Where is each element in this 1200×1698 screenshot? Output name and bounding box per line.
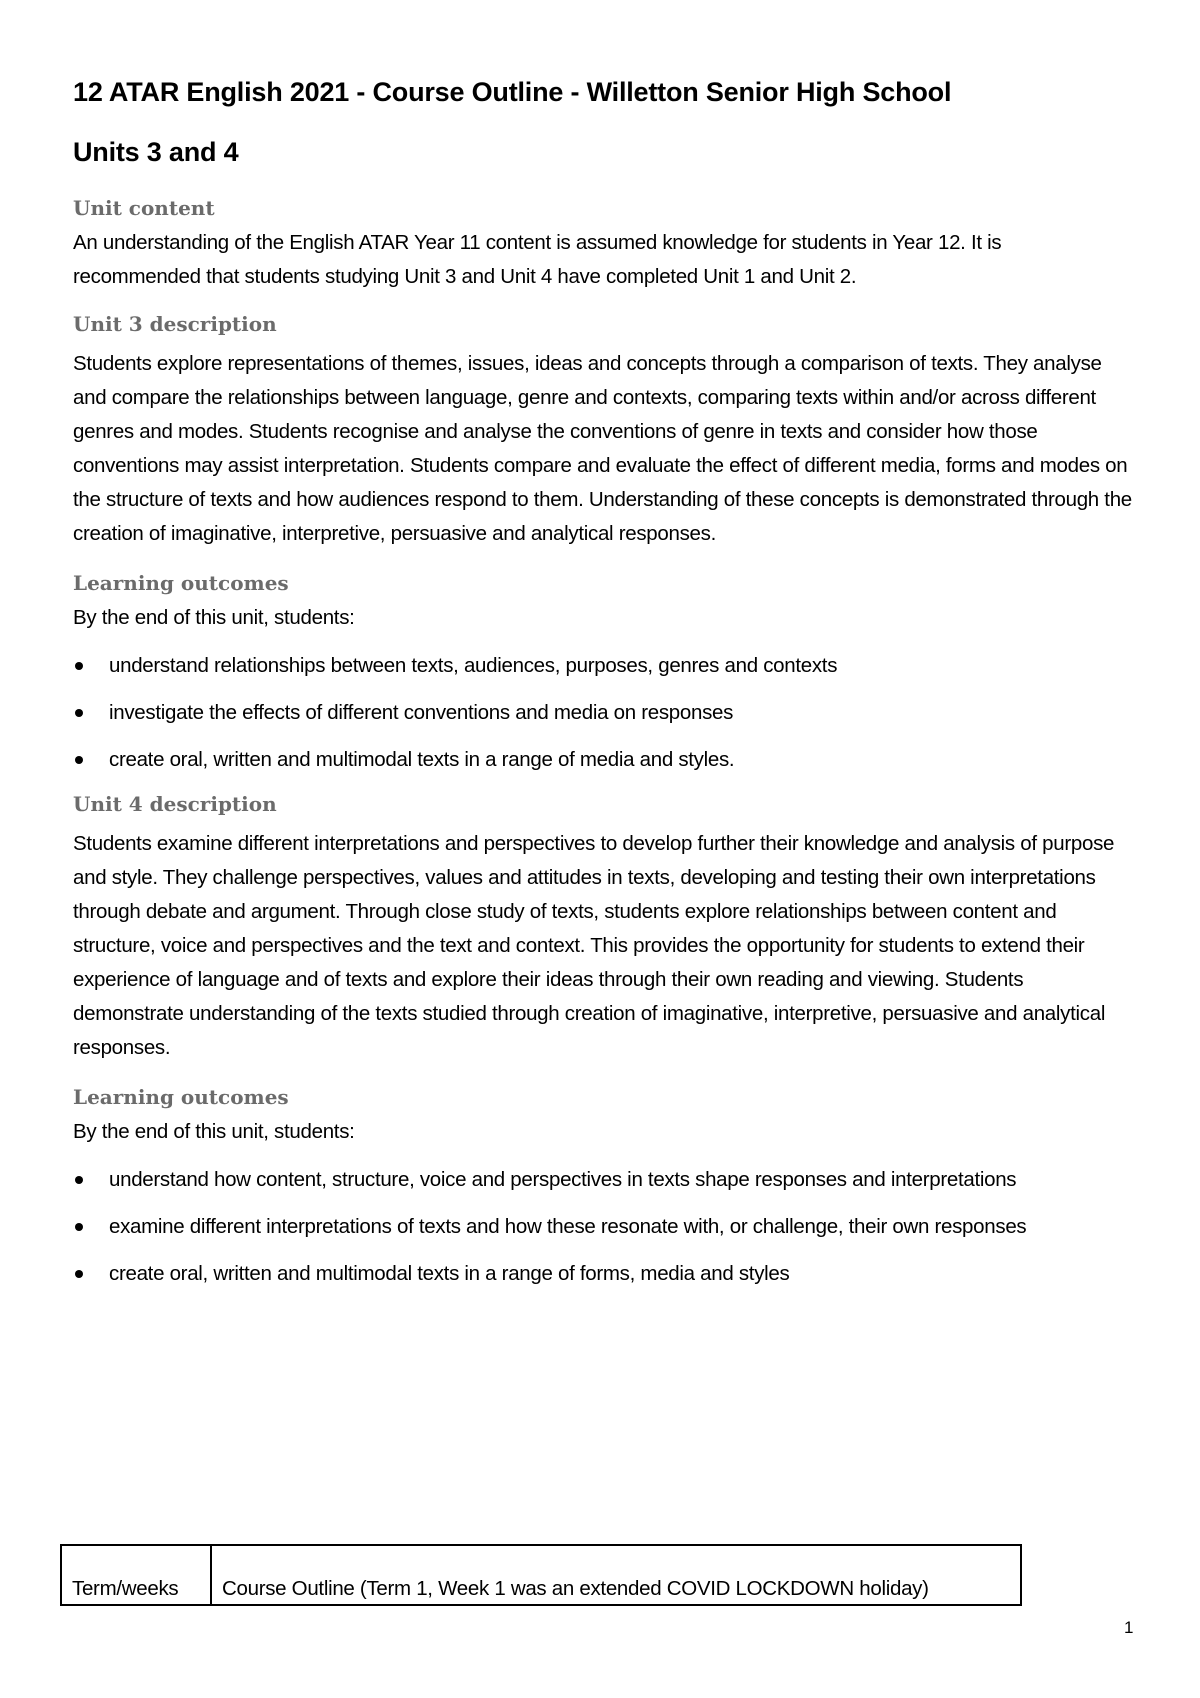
document-title: 12 ATAR English 2021 - Course Outline - Willetton Senior High School: [73, 77, 952, 107]
course-outline-header: Course Outline (Term 1, Week 1 was an extended COVID LOCKDOWN holiday): [211, 1545, 1021, 1605]
unit-content-section: [73, 194, 1133, 294]
unit3-heading: Unit 3 description: [73, 312, 277, 336]
bullet-icon: [75, 1176, 83, 1184]
list-item: [73, 1210, 1133, 1244]
page-number: 1: [1124, 1618, 1134, 1637]
bullet-icon: [75, 662, 83, 670]
outcome-text: create oral, written and multimodal texts in a range of media and styles.: [109, 748, 735, 771]
term-weeks-header: Term/weeks: [61, 1545, 211, 1605]
bullet-icon: [75, 1223, 83, 1231]
unit3-outcomes-list: [73, 649, 1133, 777]
unit4-outcomes-list: [73, 1163, 1133, 1291]
unit4-section: [73, 790, 1133, 1291]
outcome-text: investigate the effects of different conventions and media on responses: [109, 701, 734, 724]
bullet-icon: [75, 709, 83, 717]
unit4-outcomes-heading: Learning outcomes: [73, 1085, 289, 1109]
outcome-text: create oral, written and multimodal texts in a range of forms, media and styles: [109, 1262, 790, 1285]
list-item: [73, 743, 1133, 777]
unit4-outcomes-intro: By the end of this unit, students:: [73, 1120, 355, 1143]
bullet-icon: [75, 756, 83, 764]
table-row: [61, 1545, 1021, 1605]
unit4-heading: Unit 4 description: [73, 792, 277, 816]
outcome-text: examine different interpretations of texts and how these resonate with, or challenge, their own responses: [109, 1215, 1027, 1238]
unit3-section: [73, 310, 1133, 777]
unit-content-heading: Unit content: [73, 196, 215, 220]
document-page: [73, 72, 1133, 1304]
course-outline-table: [60, 1544, 1022, 1606]
list-item: [73, 1257, 1133, 1291]
bullet-icon: [75, 1270, 83, 1278]
unit-content-text: An understanding of the English ATAR Year 11 content is assumed knowledge for students in Year 12. It is recommended that students studying Unit 3 and Unit 4 have completed Unit 1 and Unit 2.: [73, 231, 1002, 288]
document-subtitle: Units 3 and 4: [73, 137, 239, 167]
list-item: [73, 1163, 1133, 1197]
outcome-text: understand relationships between texts, audiences, purposes, genres and contexts: [109, 654, 838, 677]
unit4-description: Students examine different interpretations and perspectives to develop further their knowledge and analysis of purpose and style. They challenge perspectives, values and attitudes in texts, developing and testing their own interpretations through debate and argument. Through close study of texts, students explore relationships between content and structure, voice and perspectives and the text and context. This provides the opportunity for students to extend their experience of language and of texts and explore their ideas through their own reading and viewing. Students demonstrate understanding of the texts studied through creation of imaginative, interpretive, persuasive and analytical responses.: [73, 832, 1115, 1059]
unit3-description: Students explore representations of themes, issues, ideas and concepts through a comparison of texts. They analyse and compare the relationships between language, genre and contexts, comparing texts within and/or across different genres and modes. Students recognise and analyse the conventions of genre in texts and consider how those conventions may assist interpretation. Students compare and evaluate the effect of different media, forms and modes on the structure of texts and how audiences respond to them. Understanding of these concepts is demonstrated through the creation of imaginative, interpretive, persuasive and analytical responses.: [73, 352, 1132, 545]
outcome-text: understand how content, structure, voice and perspectives in texts shape responses and interpretations: [109, 1168, 1017, 1191]
list-item: [73, 649, 1133, 683]
unit3-outcomes-heading: Learning outcomes: [73, 571, 289, 595]
unit3-outcomes-intro: By the end of this unit, students:: [73, 606, 355, 629]
list-item: [73, 696, 1133, 730]
